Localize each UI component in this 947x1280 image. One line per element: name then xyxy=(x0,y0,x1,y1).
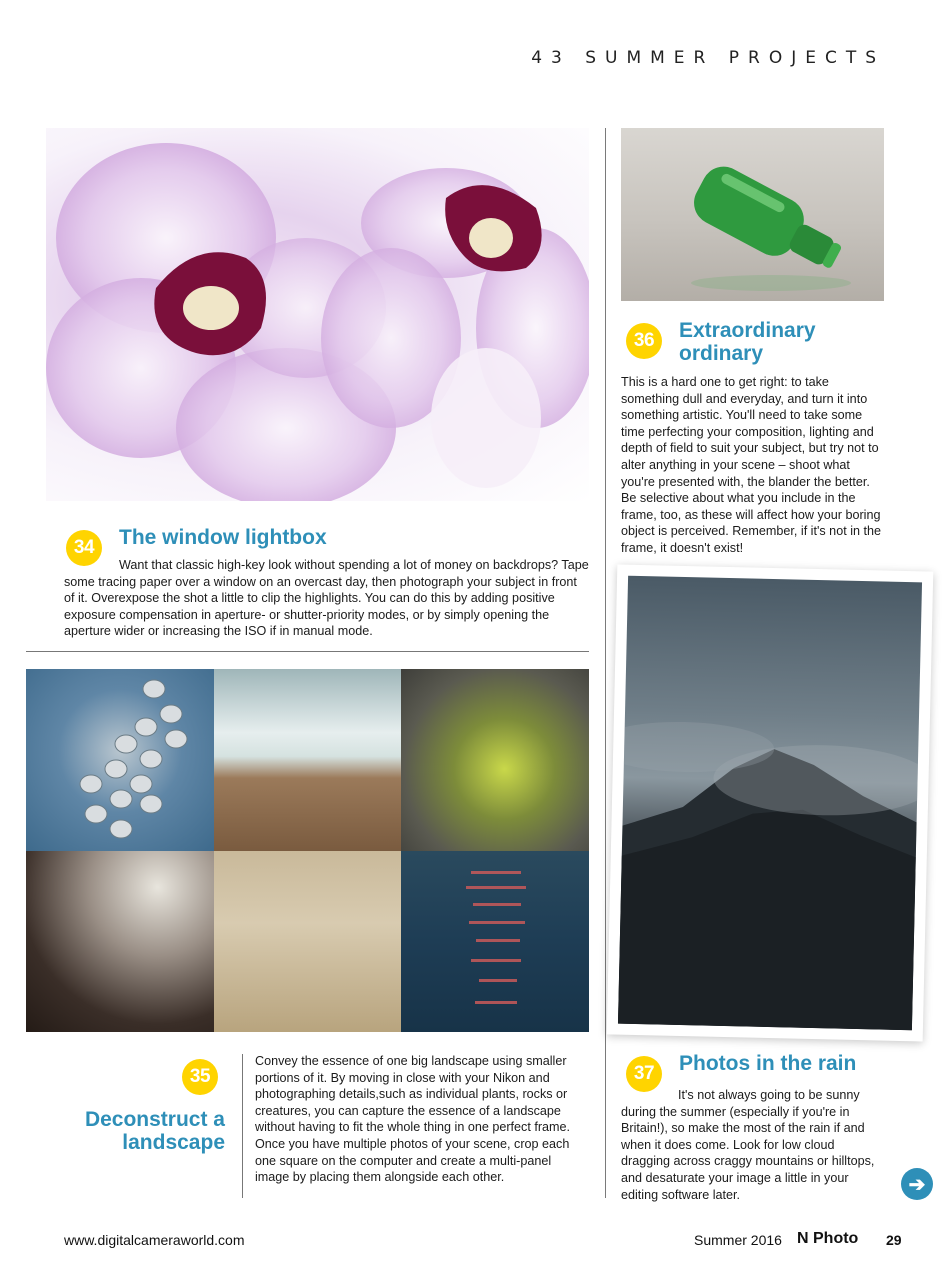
mountain-photo-frame xyxy=(607,564,934,1041)
limpets-photo xyxy=(26,669,214,851)
project-title-line: ordinary xyxy=(679,342,764,365)
dune-grass-photo xyxy=(214,851,402,1033)
project-number-badge: 35 xyxy=(182,1059,218,1095)
mountain-rain-photo xyxy=(618,576,922,1031)
project-number-badge: 34 xyxy=(66,530,102,566)
footer-issue: Summer 2016 xyxy=(694,1232,782,1248)
mossy-rocks-photo xyxy=(401,669,589,851)
project-body-text: This is a hard one to get right: to take something dull and everyday, and turn it into something artistic. You'll need to take some time perfecting your composition, lighting and depth of field to suit your subject, but try not to alter anything in your scene – shoot what you're presented with, the blander the better. Be selective about what you include in the frame, too, as these will affect how your boring object is perceived. Remember, if it's not in the frame, it doesn't exist! xyxy=(621,375,881,555)
project-body-text: Want that classic high-key look without spending a lot of money on backdrops? Tape some tracing paper over a window on an overcast day, then photograph your subject in front of it. Overexpose the shot a little to clip the highlights. You can do this by adding positive exposure compensation in aperture- or shutter-priority modes, or by simply opening the aperture wider or increasing the ISO if in manual mode. xyxy=(64,558,589,639)
project-body-text: Convey the essence of one big landscape using smaller portions of it. By moving in close with your Nikon and photographing details,such as individual plants, rocks or creatures, you can capture the essence of a landscape without having to fit the whole thing in one perfect frame. Once you have multiple photos of your scene, crop each one square on the computer and create a multi-panel image by placing them alongside each other. xyxy=(255,1054,571,1185)
divider xyxy=(26,651,589,652)
seaweed-shore-photo xyxy=(26,851,214,1033)
landscape-collage xyxy=(26,669,589,1032)
column-divider xyxy=(242,1054,243,1198)
project-title: Photos in the rain xyxy=(679,1052,857,1075)
wave-pebbles-photo xyxy=(214,669,402,851)
project-title-line: Deconstruct a xyxy=(84,1108,225,1131)
magazine-logo: N Photo xyxy=(797,1230,859,1247)
project-number-badge: 36 xyxy=(626,323,662,359)
project-title-line: landscape xyxy=(122,1131,225,1154)
sea-reflection-photo xyxy=(401,851,589,1033)
project-title xyxy=(679,319,816,365)
project-body-text: It's not always going to be sunny during the summer (especially if you're in Britain!), so make the most of the rain if and when it does come. Look for low cloud dragging across craggy mountains or hilltops, and desaturate your image a little in your editing software later. xyxy=(621,1088,875,1202)
project-title-line: Extraordinary xyxy=(679,319,816,342)
arrow-right-circle-icon[interactable]: ➔ xyxy=(901,1168,933,1200)
orchid-photo xyxy=(46,128,589,501)
project-number-badge: 37 xyxy=(626,1056,662,1092)
project-title xyxy=(60,1108,225,1154)
page-number: 29 xyxy=(886,1232,902,1248)
column-divider xyxy=(605,128,606,1198)
project-title: The window lightbox xyxy=(119,526,327,549)
footer-website[interactable]: www.digitalcameraworld.com xyxy=(64,1232,245,1248)
bottle-photo xyxy=(621,128,884,301)
section-title: 43 SUMMER PROJECTS xyxy=(531,48,885,68)
